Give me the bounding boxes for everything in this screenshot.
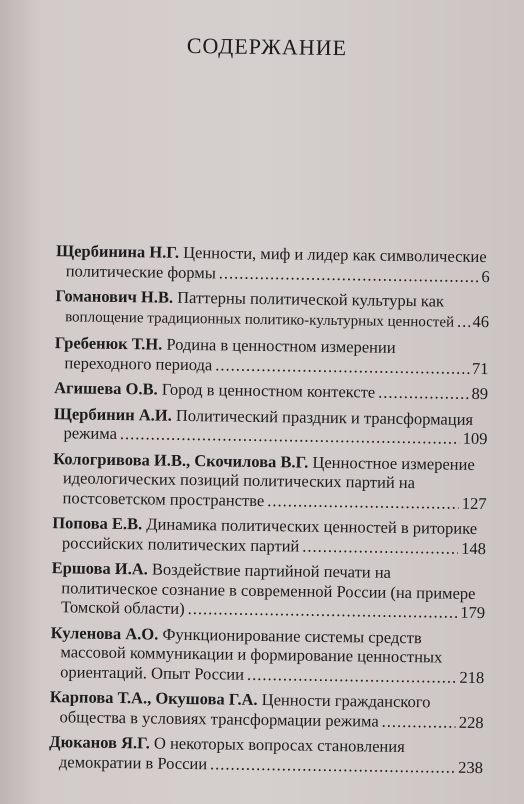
toc-entry (54, 378, 488, 404)
toc-author: Дюканов Я.Г. (49, 732, 150, 753)
toc-entry (52, 513, 487, 558)
toc-title-line: Паттерны политической культуры как (177, 287, 445, 311)
dot-leader (120, 424, 460, 448)
toc-author: Ершова И.А. (51, 558, 149, 579)
dot-leader (188, 599, 458, 622)
toc-title-line: Ценностное измерение (312, 452, 475, 474)
dot-leader (215, 355, 469, 378)
toc-title-line: массовой коммуникации и формирование ценностных (60, 642, 443, 667)
toc-title-line: политическое сознание в современной России (на примере (61, 577, 476, 603)
toc-title-line: постсоветском пространстве (62, 487, 265, 510)
toc-title-line: российских политических партий (61, 532, 300, 556)
toc-page-number: 148 (461, 538, 487, 558)
toc-title-line: О некоторых вопросах становления (153, 733, 405, 757)
toc-title-line: Политический праздник и трансформация (175, 405, 474, 429)
toc-entry (51, 558, 486, 623)
toc-entry (54, 333, 489, 378)
toc-title-line: Томской области) (60, 597, 185, 618)
toc-title-line: Функционирование системы средств (162, 624, 422, 647)
toc-page-number: 179 (460, 602, 486, 623)
toc-entry (49, 687, 484, 732)
toc-page-number: 109 (462, 428, 488, 449)
toc-entry (52, 449, 487, 514)
dot-leader (247, 664, 457, 686)
toc-entry (56, 241, 491, 286)
toc-title-line: Родина в ценностном измерении (166, 334, 396, 357)
toc-page-number: 71 (471, 358, 489, 378)
toc-entry (53, 404, 488, 449)
dot-leader (210, 754, 455, 777)
toc-title-line: демократии в России (58, 751, 208, 773)
toc-page-number: 238 (458, 757, 484, 777)
dot-leader (382, 711, 456, 732)
toc-page-number: 228 (458, 712, 484, 732)
dot-leader (219, 263, 479, 286)
toc-author: Гоманович Н.В. (55, 286, 174, 307)
toc-author: Гребенюк Т.Н. (54, 333, 163, 354)
toc-title-line: Динамика политических ценностей в риторике (146, 514, 478, 539)
toc-entry (49, 732, 484, 777)
table-of-contents (49, 241, 490, 783)
toc-entry (55, 286, 490, 333)
toc-author: Кологривова И.В., Скочилова В.Г. (53, 448, 309, 472)
page-title: СОДЕРЖАНИЕ (186, 32, 348, 61)
toc-title-line: переходного периода (64, 352, 213, 374)
toc-title-line: общества в условиях трансформации режима (59, 706, 379, 731)
toc-page-number: 6 (481, 266, 490, 286)
toc-title-line: ориентаций. Опыт России (60, 661, 245, 684)
toc-author: Агишева О.В. (54, 378, 158, 399)
toc-author: Куленова А.О. (50, 622, 159, 644)
toc-entry (50, 623, 485, 688)
toc-author: Карпова Т.А., Окушова Г.А. (49, 687, 258, 709)
toc-title-line: Воздействие партийной печати на (151, 559, 392, 582)
toc-page-number: 46 (472, 311, 490, 331)
dot-leader (378, 383, 469, 404)
toc-author: Щербинина Н.Г. (55, 241, 180, 262)
toc-page-number: 218 (459, 667, 485, 687)
toc-title-line: воплощение традиционных политико-культурных ценностей (65, 308, 455, 331)
toc-title-line: Ценности, миф и лидер как символические (183, 242, 487, 267)
toc-page-number: 89 (471, 383, 489, 404)
toc-title-line: идеологических позиций политических партий на (62, 468, 416, 493)
toc-title-line: политические формы (65, 260, 217, 282)
toc-page-number: 127 (461, 493, 487, 513)
dot-leader (302, 536, 458, 558)
toc-author: Попова Е.В. (52, 513, 143, 534)
toc-title-line: Город в ценностном контексте (161, 379, 376, 402)
dot-leader (457, 311, 470, 331)
toc-author: Щербинин А.И. (53, 403, 172, 425)
toc-title-line: режима (63, 423, 118, 443)
toc-entry-heading (54, 378, 488, 404)
dot-leader (267, 491, 459, 513)
toc-title-line: Ценности гражданского (261, 690, 431, 712)
